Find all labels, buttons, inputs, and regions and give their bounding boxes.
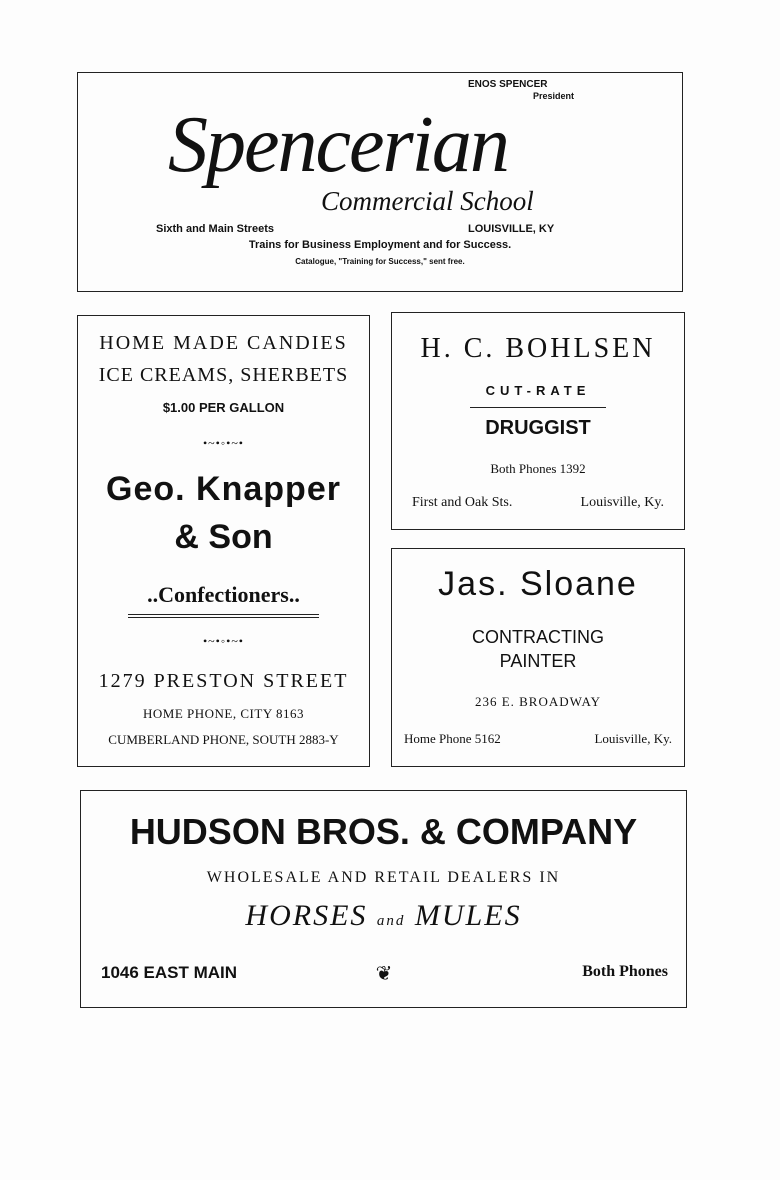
school-subtitle: Commercial School bbox=[321, 186, 534, 216]
ornament-divider: •~•◦•~• bbox=[202, 436, 245, 450]
phones: Both Phones bbox=[582, 963, 668, 980]
bohlsen-ad bbox=[391, 312, 685, 530]
price-line: $1.00 PER GALLON bbox=[162, 400, 285, 415]
rule bbox=[470, 407, 606, 408]
business-name: H. C. BOHLSEN bbox=[420, 333, 656, 364]
spencerian-logo: Spencerian bbox=[168, 101, 508, 189]
school-address: Sixth and Main Streets bbox=[156, 223, 274, 235]
business-name: Geo. Knapper bbox=[106, 470, 341, 508]
cumberland-phone: CUMBERLAND PHONE, SOUTH 2883-Y bbox=[108, 732, 339, 747]
and: and bbox=[376, 913, 406, 929]
horses-mules-line bbox=[81, 899, 686, 933]
home-phone: HOME PHONE, CITY 8163 bbox=[143, 706, 304, 721]
ice-cream-line: ICE CREAMS, SHERBETS bbox=[98, 364, 349, 386]
druggist-label: DRUGGIST bbox=[485, 417, 591, 439]
city: Louisville, Ky. bbox=[580, 495, 664, 510]
leaf-ornament-icon: ❦ bbox=[375, 963, 393, 985]
sloane-ad bbox=[391, 548, 685, 767]
candies-line: HOME MADE CANDIES bbox=[99, 332, 348, 354]
address: 236 E. BROADWAY bbox=[474, 694, 602, 709]
phone: Home Phone 5162 bbox=[404, 731, 501, 746]
street-address: 1279 PRESTON STREET bbox=[98, 670, 349, 692]
contracting-label: CONTRACTING bbox=[472, 627, 604, 647]
president-title: President bbox=[533, 91, 575, 101]
address: First and Oak Sts. bbox=[412, 495, 513, 510]
city: Louisville, Ky. bbox=[594, 731, 672, 746]
dealers-line: WHOLESALE AND RETAIL DEALERS IN bbox=[206, 869, 561, 886]
president-name: ENOS SPENCER bbox=[468, 79, 548, 90]
school-city: LOUISVILLE, KY bbox=[468, 223, 555, 235]
address: 1046 EAST MAIN bbox=[101, 963, 238, 982]
ornament-divider-2: •~•◦•~• bbox=[202, 634, 245, 648]
business-name: HUDSON BROS. & COMPANY bbox=[129, 811, 638, 852]
mules: MULES bbox=[414, 899, 522, 932]
double-rule bbox=[128, 614, 319, 618]
phones: Both Phones 1392 bbox=[490, 461, 586, 476]
horses: HORSES bbox=[245, 899, 368, 932]
business-name: Jas. Sloane bbox=[438, 565, 638, 603]
cut-rate-label: CUT-RATE bbox=[485, 383, 591, 398]
knapper-ad bbox=[77, 315, 370, 767]
business-name-2: & Son bbox=[174, 518, 273, 556]
catalogue-note: Catalogue, "Training for Success," sent free. bbox=[295, 257, 465, 266]
painter-label: PAINTER bbox=[499, 651, 577, 671]
tagline: Trains for Business Employment and for Success. bbox=[248, 239, 512, 251]
spencerian-ad bbox=[77, 72, 683, 292]
hudson-ad bbox=[80, 790, 687, 1008]
trade-label: ..Confectioners.. bbox=[147, 582, 300, 607]
